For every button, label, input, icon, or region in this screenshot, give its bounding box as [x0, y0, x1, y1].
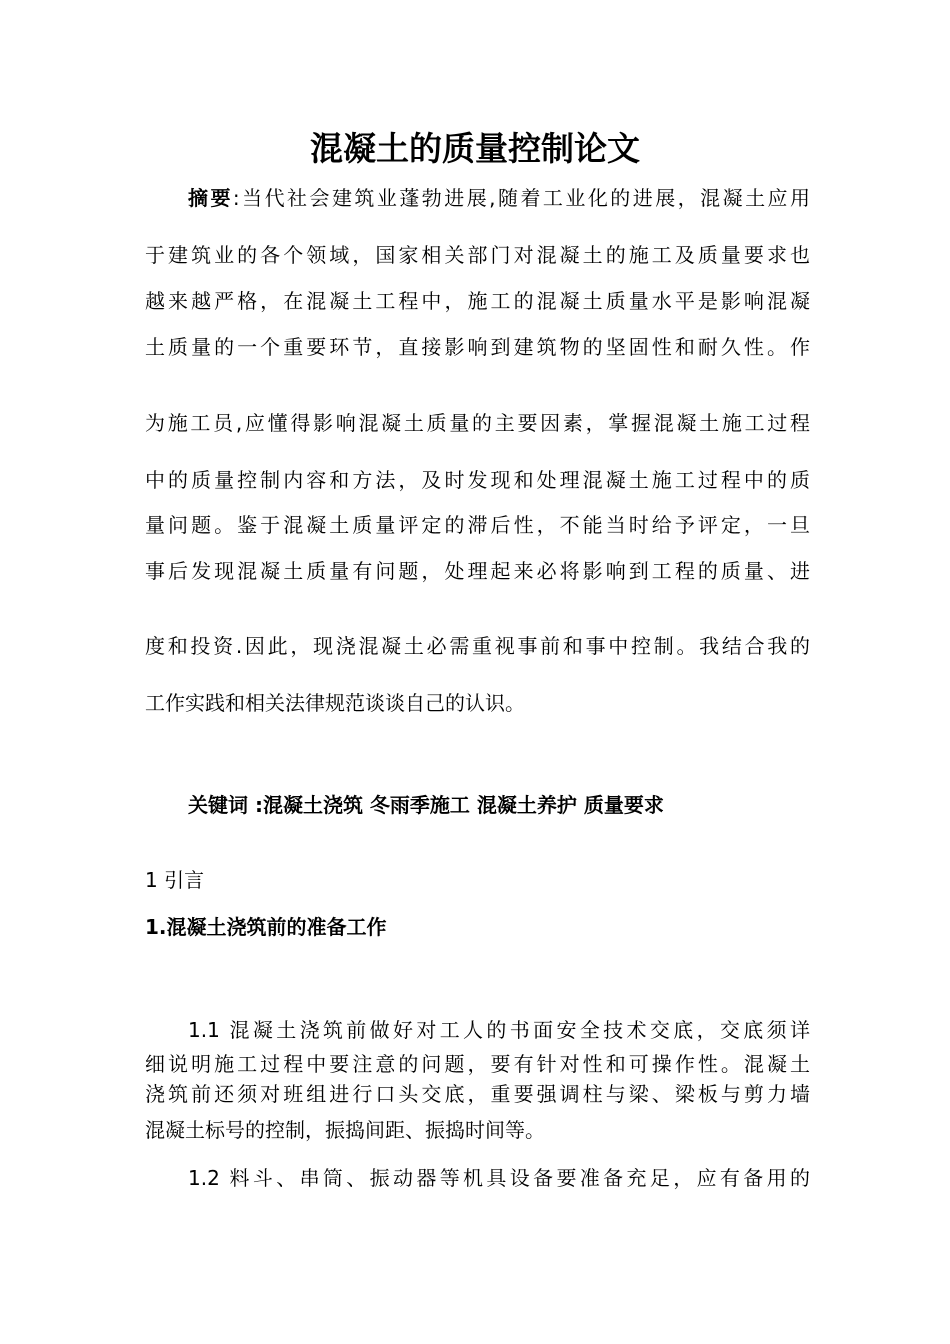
- abstract-line: 越来越严格，在混凝土工程中，施工的混凝土质量水平是影响混凝: [145, 289, 810, 313]
- keywords: 关键词 :混凝土浇筑 冬雨季施工 混凝土养护 质量要求: [188, 793, 664, 817]
- section-heading: 1 引言: [145, 868, 205, 892]
- abstract-line: 中的质量控制内容和方法，及时发现和处理混凝土施工过程中的质: [145, 468, 810, 492]
- abstract-line: 于建筑业的各个领域，国家相关部门对混凝土的施工及质量要求也: [145, 243, 810, 267]
- paragraph-line: 混凝土标号的控制，振捣间距、振捣时间等。: [145, 1118, 545, 1142]
- paragraph-line: 浇筑前还须对班组进行口头交底，重要强调柱与梁、梁板与剪力墙: [145, 1082, 810, 1106]
- abstract-text: :当代社会建筑业蓬勃进展,随着工业化的进展，混凝土应用: [232, 186, 810, 210]
- abstract-line: 为施工员,应懂得影响混凝土质量的主要因素，掌握混凝土施工过程: [145, 411, 810, 435]
- abstract-line: 量问题。鉴于混凝土质量评定的滞后性，不能当时给予评定，一旦: [145, 513, 810, 537]
- abstract-line: 事后发现混凝土质量有问题，处理起来必将影响到工程的质量、进: [145, 559, 810, 583]
- abstract-line: 土质量的一个重要环节，直接影响到建筑物的坚固性和耐久性。作: [145, 335, 810, 359]
- paragraph-line: 细说明施工过程中要注意的问题，要有针对性和可操作性。混凝土: [145, 1052, 810, 1076]
- abstract-line: 度和投资.因此，现浇混凝土必需重视事前和事中控制。我结合我的: [145, 634, 810, 658]
- abstract-line: 工作实践和相关法律规范谈谈自己的认识。: [145, 691, 525, 715]
- document-title: 混凝土的质量控制论文: [310, 129, 640, 168]
- paragraph-line: 1.1 混凝土浇筑前做好对工人的书面安全技术交底，交底须详: [188, 1018, 810, 1042]
- abstract-label: 摘要: [188, 186, 233, 210]
- abstract-line: [188, 184, 810, 212]
- subsection-heading: 1.混凝土浇筑前的准备工作: [145, 915, 387, 939]
- paragraph-line: 1.2 料斗、串筒、振动器等机具设备要准备充足，应有备用的: [188, 1166, 810, 1190]
